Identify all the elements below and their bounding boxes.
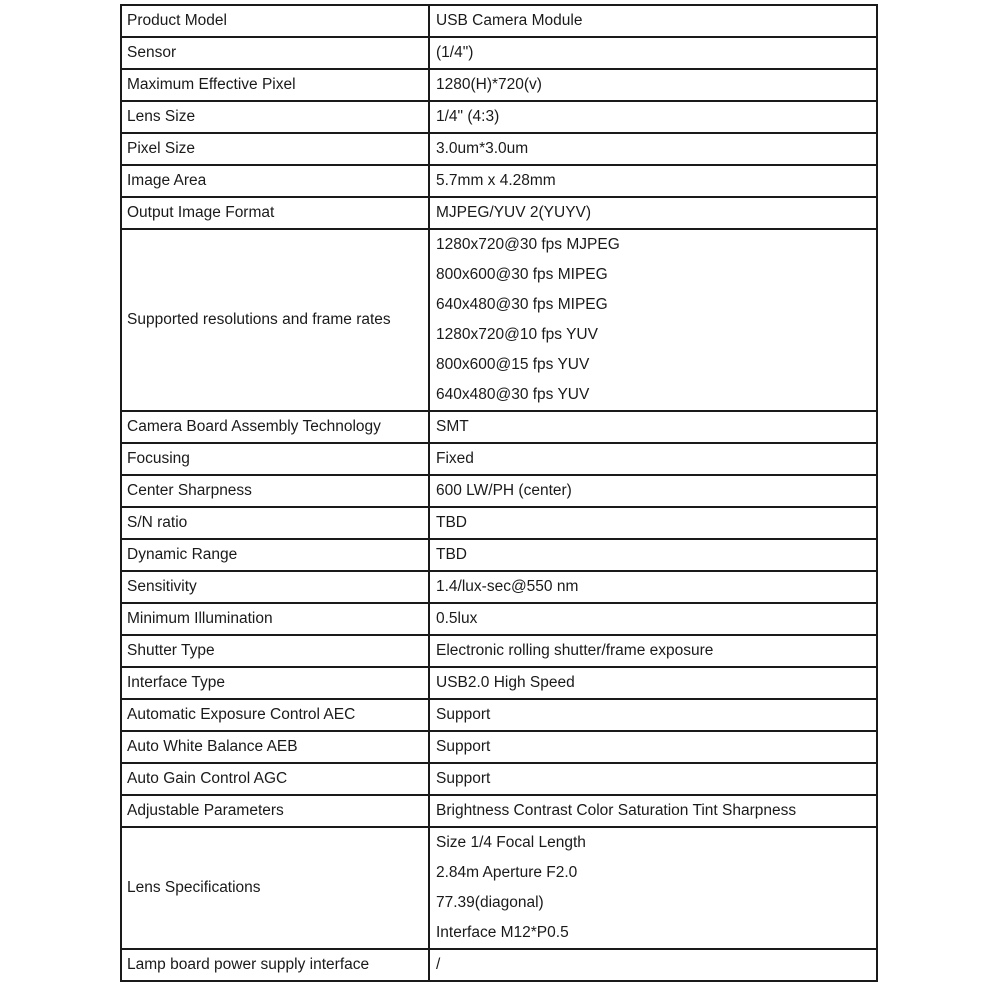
row-value-cell: [430, 732, 876, 762]
row-label: Lens Specifications: [122, 828, 430, 948]
table-row: [122, 636, 876, 668]
row-label: Lens Size: [122, 102, 430, 132]
row-value: 2.84m Aperture F2.0: [436, 864, 578, 881]
row-value-cell: [430, 604, 876, 634]
row-value-cell: [430, 166, 876, 196]
row-value-cell: [430, 796, 876, 826]
table-row: [122, 540, 876, 572]
row-value-cell: [430, 764, 876, 794]
table-row: [122, 38, 876, 70]
table-row: [122, 134, 876, 166]
row-value-cell: [430, 476, 876, 506]
row-value-cell: [430, 950, 876, 980]
row-label: Shutter Type: [122, 636, 430, 666]
table-row: [122, 668, 876, 700]
row-label: Pixel Size: [122, 134, 430, 164]
row-label: Sensor: [122, 38, 430, 68]
row-label: Supported resolutions and frame rates: [122, 230, 430, 410]
row-value-cell: [430, 636, 876, 666]
row-value-cell: [430, 572, 876, 602]
row-value: 800x600@15 fps YUV: [436, 356, 590, 373]
row-value: 0.5lux: [436, 610, 478, 627]
row-value-cell: [430, 102, 876, 132]
row-value-cell: [430, 540, 876, 570]
row-value-cell: [430, 134, 876, 164]
row-label: Auto White Balance AEB: [122, 732, 430, 762]
table-row: [122, 6, 876, 38]
table-row: [122, 796, 876, 828]
row-label: Lamp board power supply interface: [122, 950, 430, 980]
row-value: TBD: [436, 546, 467, 563]
row-label: Auto Gain Control AGC: [122, 764, 430, 794]
row-label: Camera Board Assembly Technology: [122, 412, 430, 442]
row-value-cell: [430, 230, 876, 410]
row-value: 600 LW/PH (center): [436, 482, 572, 499]
row-value: TBD: [436, 514, 467, 531]
row-value: 1280(H)*720(v): [436, 76, 542, 93]
row-value: /: [436, 956, 441, 973]
row-value-cell: [430, 828, 876, 948]
row-value: Support: [436, 738, 491, 755]
table-row: [122, 508, 876, 540]
row-label: Image Area: [122, 166, 430, 196]
row-value: Fixed: [436, 450, 474, 467]
row-value: 1/4" (4:3): [436, 108, 500, 125]
row-label: Maximum Effective Pixel: [122, 70, 430, 100]
row-value: 77.39(diagonal): [436, 894, 544, 911]
table-row: [122, 572, 876, 604]
row-value: Electronic rolling shutter/frame exposure: [436, 642, 714, 659]
row-value: Support: [436, 706, 491, 723]
table-row: [122, 198, 876, 230]
row-label: Output Image Format: [122, 198, 430, 228]
table-row: [122, 764, 876, 796]
row-label: Adjustable Parameters: [122, 796, 430, 826]
row-value: 1280x720@30 fps MJPEG: [436, 236, 620, 253]
table-row: [122, 230, 876, 412]
row-value: 1.4/lux-sec@550 nm: [436, 578, 579, 595]
table-row: [122, 732, 876, 764]
table-row: [122, 412, 876, 444]
spec-table: [120, 4, 878, 982]
row-value: 640x480@30 fps MIPEG: [436, 296, 608, 313]
row-value-cell: [430, 668, 876, 698]
row-label: Center Sharpness: [122, 476, 430, 506]
table-row: [122, 444, 876, 476]
table-row: [122, 604, 876, 636]
row-value: Size 1/4 Focal Length: [436, 834, 586, 851]
row-value: 3.0um*3.0um: [436, 140, 529, 157]
row-value-cell: [430, 70, 876, 100]
row-value: SMT: [436, 418, 469, 435]
row-value: Brightness Contrast Color Saturation Tint Sharpness: [436, 802, 797, 819]
row-value: USB2.0 High Speed: [436, 674, 575, 691]
row-label: Product Model: [122, 6, 430, 36]
row-value: Interface M12*P0.5: [436, 924, 569, 941]
row-value-cell: [430, 700, 876, 730]
row-value: Support: [436, 770, 491, 787]
row-value: 800x600@30 fps MIPEG: [436, 266, 608, 283]
row-label: S/N ratio: [122, 508, 430, 538]
row-value-cell: [430, 444, 876, 474]
row-value-cell: [430, 508, 876, 538]
row-label: Interface Type: [122, 668, 430, 698]
row-label: Focusing: [122, 444, 430, 474]
row-label: Dynamic Range: [122, 540, 430, 570]
row-value: 640x480@30 fps YUV: [436, 386, 590, 403]
row-value: (1/4"): [436, 44, 474, 61]
row-value-cell: [430, 38, 876, 68]
row-label: Sensitivity: [122, 572, 430, 602]
table-row: [122, 950, 876, 980]
row-value: 1280x720@10 fps YUV: [436, 326, 598, 343]
table-row: [122, 828, 876, 950]
row-value-cell: [430, 412, 876, 442]
row-value: USB Camera Module: [436, 12, 583, 29]
table-row: [122, 102, 876, 134]
row-label: Automatic Exposure Control AEC: [122, 700, 430, 730]
row-value: MJPEG/YUV 2(YUYV): [436, 204, 592, 221]
row-value-cell: [430, 6, 876, 36]
table-row: [122, 166, 876, 198]
table-row: [122, 70, 876, 102]
row-value: 5.7mm x 4.28mm: [436, 172, 556, 189]
row-value-cell: [430, 198, 876, 228]
table-row: [122, 476, 876, 508]
row-label: Minimum Illumination: [122, 604, 430, 634]
table-row: [122, 700, 876, 732]
